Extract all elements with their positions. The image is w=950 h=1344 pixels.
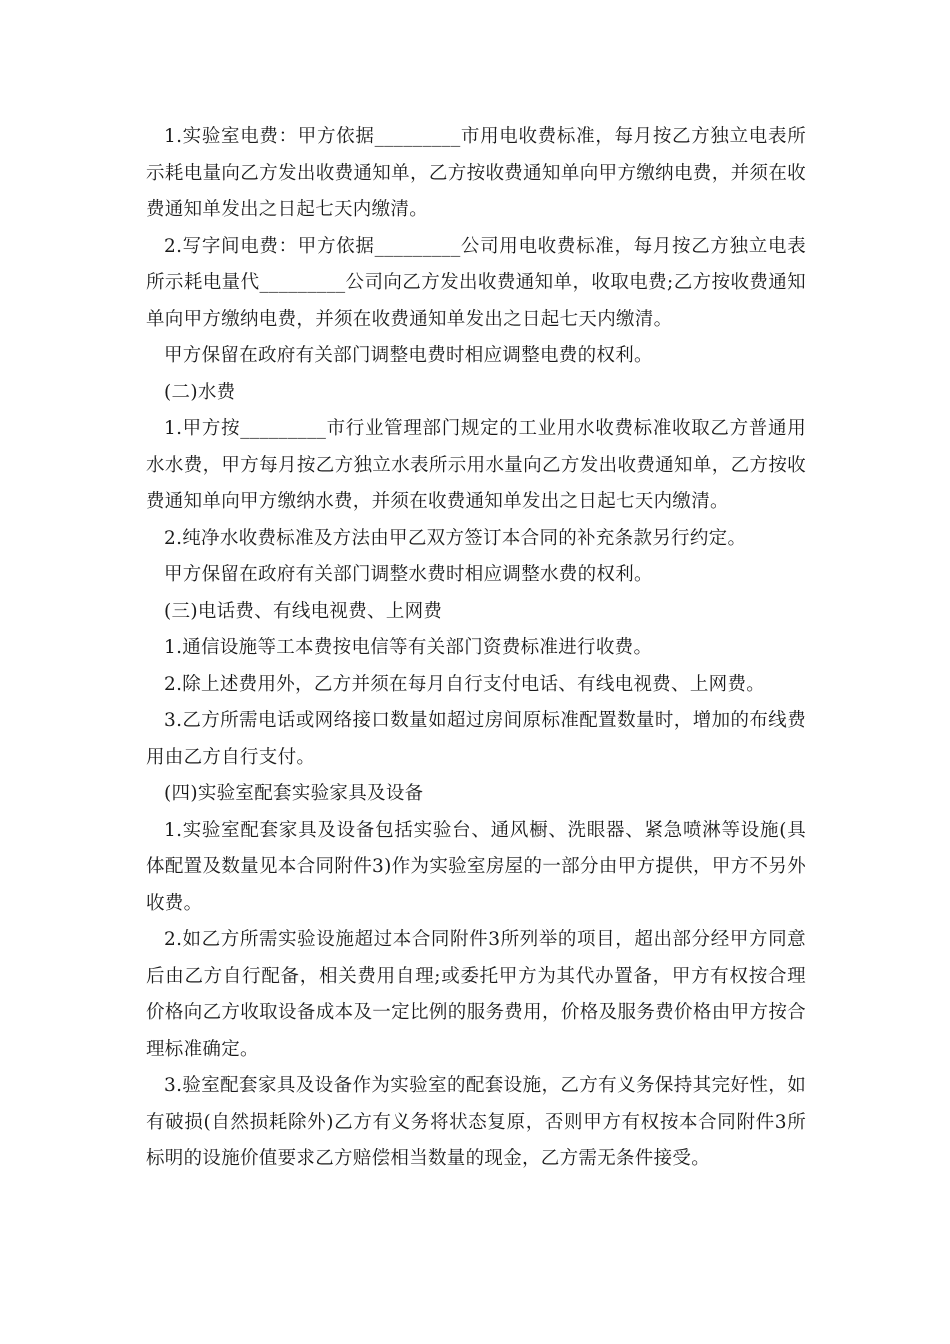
section-heading-water: (二)水费: [164, 381, 236, 403]
paragraph-water-purified: 2.纯净水收费标准及方法由甲乙双方签订本合同的补充条款另行约定。: [164, 527, 747, 549]
paragraph-electricity-adjust: 甲方保留在政府有关部门调整电费时相应调整电费的权利。: [164, 345, 653, 366]
paragraph-telecom-wiring: 3.乙方所需电话或网络接口数量如超过房间原标准配置数量时，增加的布线费用由乙方自行支付。: [146, 710, 806, 768]
document-body: [146, 119, 806, 1178]
paragraph-water-adjust: 甲方保留在政府有关部门调整水费时相应调整水费的权利。: [164, 564, 653, 585]
paragraph-equipment-maintenance: 3.验室配套家具及设备作为实验室的配套设施，乙方有义务保持其完好性，如有破损(自然损耗除外)乙方有义务将状态复原，否则甲方有权按本合同附件3所标明的设施价值要求乙方赔偿相当数量的现金，乙方需无条件接受。: [146, 1075, 806, 1169]
paragraph-equipment-extra: 2.如乙方所需实验设施超过本合同附件3所列举的项目，超出部分经甲方同意后由乙方自行配备，相关费用自理;或委托甲方为其代办置备，甲方有权按合理价格向乙方收取设备成本及一定比例的服务费用，价格及服务费价格由甲方按合理标准确定。: [146, 929, 806, 1060]
paragraph-water-standard: 1.甲方按_________市行业管理部门规定的工业用水收费标准收取乙方普通用水水费，甲方每月按乙方独立水表所示用水量向乙方发出收费通知单，乙方按收费通知单向甲方缴纳水费，并须在收费通知单发出之日起七天内缴清。: [146, 418, 806, 512]
section-heading-lab-equipment: (四)实验室配套实验家具及设备: [164, 783, 424, 804]
paragraph-telecom-fees: 1.通信设施等工本费按电信等有关部门资费标准进行收费。: [164, 637, 653, 658]
paragraph-equipment-provided: 1.实验室配套家具及设备包括实验台、通风橱、洗眼器、紧急喷淋等设施(具体配置及数量见本合同附件3)作为实验室房屋的一部分由甲方提供，甲方不另外收费。: [146, 819, 806, 914]
paragraph-electricity-lab: 1.实验室电费：甲方依据_________市用电收费标准，每月按乙方独立电表所示耗电量向乙方发出收费通知单，乙方按收费通知单向甲方缴纳电费，并须在收费通知单发出之日起七天内缴清。: [146, 126, 806, 220]
paragraph-telecom-self-pay: 2.除上述费用外，乙方并须在每月自行支付电话、有线电视费、上网费。: [164, 673, 766, 695]
paragraph-electricity-office: 2.写字间电费：甲方依据_________公司用电收费标准，每月按乙方独立电表所示耗电量代_________公司向乙方发出收费通知单，收取电费;乙方按收费通知单向甲方缴纳电费，并须在收费通知单发出之日起七天内缴清。: [146, 235, 806, 330]
section-heading-telecom: (三)电话费、有线电视费、上网费: [164, 600, 443, 622]
